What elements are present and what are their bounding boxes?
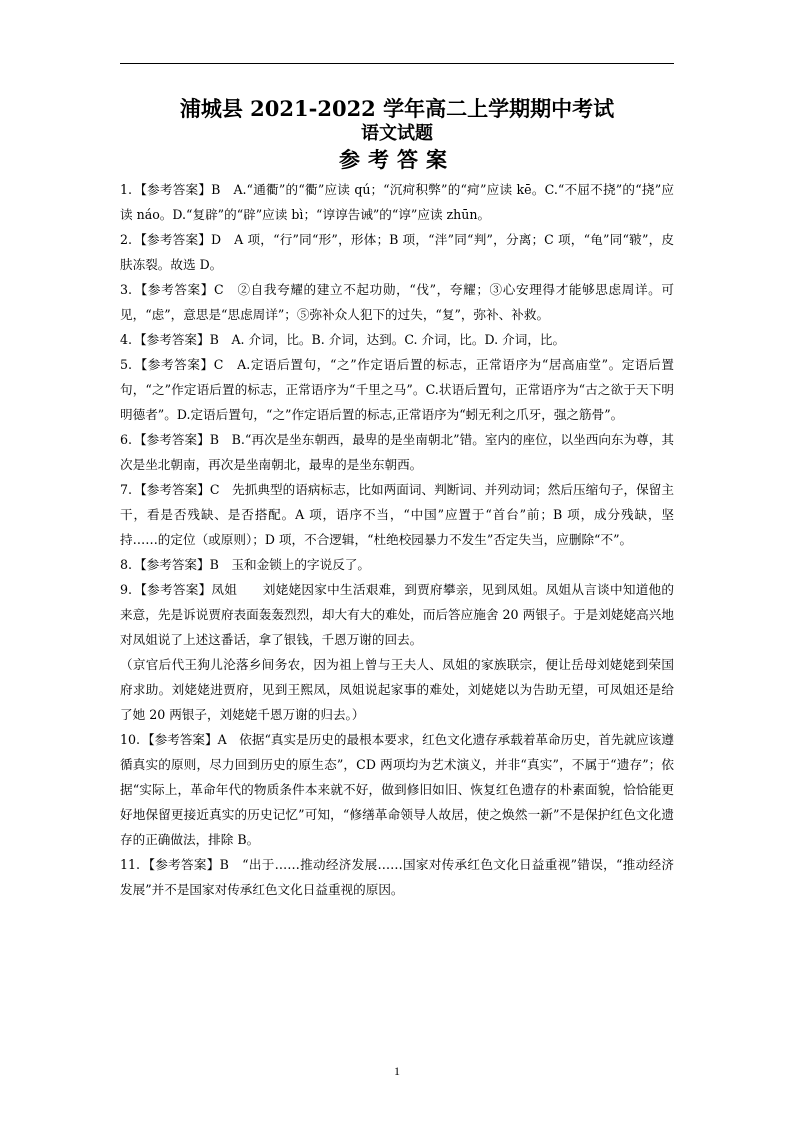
item-number: 5. (120, 357, 133, 372)
header-rule (120, 63, 674, 64)
answer-item-9-note (120, 652, 674, 727)
item-text: 【参考答案】B A. 介词，比。B. 介词，达到。C. 介词，比。D. 介词，比。 (134, 332, 566, 347)
item-text: 【参考答案】B A.“通衢”的“衢”应读 qú；“沉疴积弊”的“疴”应读 kē。C.“不屈不挠”的“挠”应读 náo。D.“复辟”的“辟”应读 bì；“谆谆告诫”的“谆”应读 zhūn。 (120, 182, 674, 222)
item-text: 【参考答案】C ②自我夸耀的建立不起功勋，“伐”，夸耀；③心安理得才能够思虑周详。可见，“虑”，意思是“思虑周详”；⑤弥补众人犯下的过失，“复”，弥补、补救。 (120, 282, 674, 322)
page-number: 1 (394, 1064, 400, 1078)
item-number: 6. (120, 432, 133, 447)
item-number: 7. (120, 482, 133, 497)
item-text: 【参考答案】D A 项，“行”同“形”，形体；B 项，“泮”同“判”，分离；C 项，“龟”同“皲”，皮肤冻裂。故选 D。 (120, 232, 674, 272)
item-text: 【参考答案】B B.“再次是坐东朝西，最卑的是坐南朝北”错。室内的座位，以坐西向东为尊，其次是坐北朝南，再次是坐南朝北，最卑的是坐东朝西。 (120, 432, 674, 472)
item-text: 【参考答案】B 玉和金锁上的字说反了。 (134, 557, 370, 572)
answer-item-11 (120, 852, 674, 902)
answer-list (120, 177, 674, 902)
answer-item-2 (120, 227, 674, 277)
item-number: 10. (120, 732, 141, 747)
item-number: 9. (120, 582, 133, 597)
item-number: 3. (120, 282, 133, 297)
answer-item-10 (120, 727, 674, 852)
item-text: 【参考答案】凤姐 刘姥姥因家中生活艰难，到贾府攀亲，见到凤姐。凤姐从言谈中知道他的来意，先是诉说贾府表面轰轰烈烈，却大有大的难处，而后答应施舍 20 两银子。于是刘姥姥高兴地对凤姐说了上述这番话，拿了银钱，千恩万谢的回去。 (120, 582, 674, 647)
answer-item-7 (120, 477, 674, 552)
answer-item-9 (120, 577, 674, 652)
item-number: 1. (120, 182, 133, 197)
answer-item-3 (120, 277, 674, 327)
document-subtitle: 语文试题 (361, 123, 433, 144)
answer-key-heading: 参考答案 (339, 147, 455, 172)
answer-item-8 (120, 552, 674, 577)
item-text: 【参考答案】C A.定语后置句，“之”作定语后置的标志，正常语序为“居高庙堂”。定语后置句，“之”作定语后置的标志，正常语序为“千里之马”。C.状语后置句，正常语序为“古之欲于天下明明德者”。D.定语后置句，“之”作定语后置的标志,正常语序为“蚓无利之爪牙，强之筋骨”。 (120, 357, 674, 422)
item-number: 2. (120, 232, 133, 247)
item-text: 【参考答案】B “出于……推动经济发展……国家对传承红色文化日益重视”错误，“推动经济发展”并不是国家对传承红色文化日益重视的原因。 (120, 857, 674, 897)
item-number: 4. (120, 332, 133, 347)
document-title: 浦城县 2021-2022 学年高二上学期期中考试 (179, 96, 615, 121)
item-text: 【参考答案】A 依据“真实是历史的最根本要求，红色文化遗存承载着革命历史，首先就应该遵循真实的原则，尽力回到历史的原生态”，CD 两项均为艺术演义，并非“真实”，不属于“遗存”；依据“实际上，革命年代的物质条件本来就不好，做到修旧如旧、恢复红色遗存的朴素面貌，恰恰能更好地保留更接近真实的历史记忆”可知，“修缮革命领导人故居，使之焕然一新”不是保护红色文化遗存的正确做法，排除 B。 (120, 732, 674, 847)
answer-item-4 (120, 327, 674, 352)
item-text: （京官后代王狗儿沦落乡间务农，因为祖上曾与王夫人、凤姐的家族联宗，便让岳母刘姥姥到荣国府求助。刘姥姥进贾府，见到王熙凤，凤姐说起家事的难处，刘姥姥以为告助无望，可凤姐还是给了她 20 两银子，刘姥姥千恩万谢的归去。） (120, 657, 674, 722)
item-number: 8. (120, 557, 133, 572)
item-number: 11. (120, 857, 141, 872)
answer-item-1 (120, 177, 674, 227)
answer-item-5 (120, 352, 674, 427)
answer-item-6 (120, 427, 674, 477)
item-text: 【参考答案】C 先抓典型的语病标志，比如两面词、判断词、并列动词；然后压缩句子，保留主干，看是否残缺、是否搭配。A 项，语序不当，“中国”应置于“首台”前；B 项，成分残缺，坚持……的定位（或原则）；D 项，不合逻辑，“杜绝校园暴力不发生”否定失当，应删除“不”。 (120, 482, 674, 547)
document-header (118, 96, 676, 173)
